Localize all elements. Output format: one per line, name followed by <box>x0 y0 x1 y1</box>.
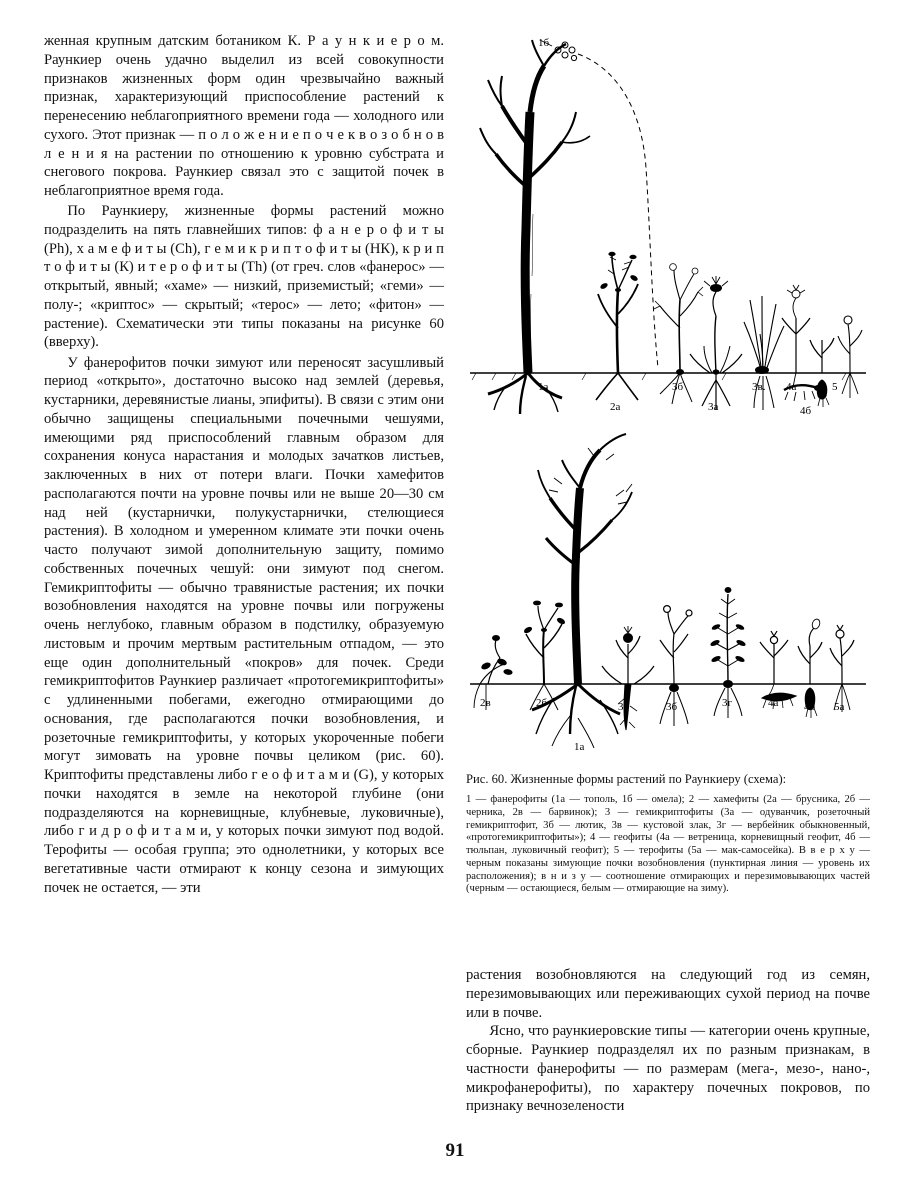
label-3b-lower: 3б <box>666 701 678 713</box>
label-2v: 2в <box>480 697 491 709</box>
label-3a-lower: 3а <box>618 701 629 713</box>
paragraph: Ясно, что раункиеровские типы — категории очень крупные, сборные. Раункиер подразделял их по разным признакам, в частности фанерофиты — по размерам (мега-, мезо-, нано-, микрофанерофиты), по характеру почечных покровов, по признаку вечнозелености <box>466 1023 870 1115</box>
label-4a-lower: 4а <box>768 697 779 709</box>
label-1a-lower: 1а <box>574 741 585 753</box>
paragraph: По Раункиеру, жизненные формы растений можно подразделить на пять главнейших типов: ф а н е р о ф и т ы (Ph), х а м е ф и т ы (Ch), г е м и к р и п т о ф и т ы (НК), к р и п т о ф и т ы (К) и т е р о ф и т ы (Th) (от греч. слов «фанерос» — открытый, явный; «хаме» — низкий, приземистый; «геми» — полу-; «криптос» — скрытый; «терос» — лето; «фитон» — растение). Схематически эти типы показаны на рисунке 60 (вверху). <box>44 203 444 351</box>
figure-legend: 1 — фанерофиты (1а — тополь, 1б — омела); 2 — хамефиты (2а — брусника, 2б — черника, 2в — барвинок); 3 — гемикриптофиты (3а — одуванчик, розеточный гемикриптофит, 3б — лютик, 3в — кустовой злак, 3г — вербейник обыкновенный, «протогемикриптофиты»); 4 — геофиты (4а — ветреница, корневищный геофит, 4б — тюльпан, луковичный геофит); 5 — терофиты (5а — мак-самосейка). В в е р х у — черным показаны зимующие почки возобновления (пунктирная линия — уровень их расположения); в н и з у — соотношение отмирающих и перезимовывающих частей (черным — остающиеся, белым — отмирающие на зиму). <box>466 794 870 895</box>
label-1b: 1б <box>538 37 550 49</box>
label-2a: 2а <box>610 401 621 413</box>
figure-upper-svg <box>466 28 870 420</box>
paragraph: растения возобновляются на следующий год из семян, перезимовывающих или переживающих сухой период на почве или в почве. <box>466 967 870 1021</box>
left-text-column <box>44 32 444 899</box>
figure-column <box>466 28 870 896</box>
label-5: 5 <box>832 381 838 393</box>
label-3a: 3а <box>708 401 719 413</box>
label-4b: 4б <box>800 405 812 417</box>
paragraph: У фанерофитов почки зимуют или переносят засушливый период «открыто», достаточно высоко над землей (деревья, кустарники, деревянистые лианы, эпифиты). В связи с этим они обычно защищены специальными почечными чешуями, имеющими ряд приспособлений главным образом для сохранения конуса нарастания и молодых зачатков листьев, заключенных в них от потери влаги. Почки хамефитов располагаются почти на уровне почвы или не выше 20—30 см над ней (кустарнички, полукустарнички, стелющиеся растения). В холодном и умеренном климате эти почки очень часто получают зимой дополнительную защиту, помимо собственных почечных чешуй: они зимуют под снегом. Гемикриптофиты — обычно травянистые растения; их почки возобновления находятся на уровне почвы или погружены очень неглубоко, главным образом в подстилку, образуемую листовым и прочим мертвым растительным отпадом, — это еще один дополнительный «покров» для почек. Среди гемикриптофитов Раункиер различает «протогемикриптофиты» с удлиненными побегами, ежегодно отмирающими до основания, где располагаются почки возобновления, и розеточные гемикриптофиты, у которых укороченные побеги могут зимовать на уровне почвы целиком (рис. 60). Криптофиты представлены либо г е о ф и т а м и (G), у которых почки находятся в земле на некоторой глубине (они подразделяются на корневищные, клубневые, луковичные), либо г и д р о ф и т а м и, у которых почки зимуют под водой. Терофиты — особая группа; это однолетники, у которых все вегетативные части отмирают к концу сезона и зимующих почек не остается, — эти <box>44 354 444 896</box>
figure-upper <box>466 28 870 420</box>
page-number: 91 <box>445 1140 465 1161</box>
label-5a: 5а <box>834 701 845 713</box>
label-3v: 3в. <box>752 381 766 393</box>
figure-lower <box>466 426 870 762</box>
right-text-column <box>466 966 870 1116</box>
label-2b: 2б <box>536 697 548 709</box>
label-3b: 3б <box>672 381 684 393</box>
label-1a: 1а <box>538 381 549 393</box>
paragraph: женная крупным датским ботаником К. Р а у н к и е р о м. Раункиер очень удачно выделил из всей совокупности признаков жизненных форм один чрезвычайно важный признак, характеризующий приспособление растений к перенесению неблагоприятного времени года — холодного или сухого. Этот признак — п о л о ж е н и е п о ч е к в о з о б н о в л е н и я на растении по отношению к уровню субстрата и снегового покрова. Раункиер связал это с защитой почек в неблагоприятное время года. <box>44 33 444 199</box>
figure-caption <box>466 772 870 787</box>
figure-caption-title: Рис. 60. Жизненные формы растений по Раункиеру (схема): <box>466 772 787 786</box>
label-4a: 4а <box>786 381 797 393</box>
label-4b-lower: 4б <box>804 701 816 713</box>
label-3g: 3г <box>722 697 733 709</box>
figure-lower-svg <box>466 426 870 762</box>
